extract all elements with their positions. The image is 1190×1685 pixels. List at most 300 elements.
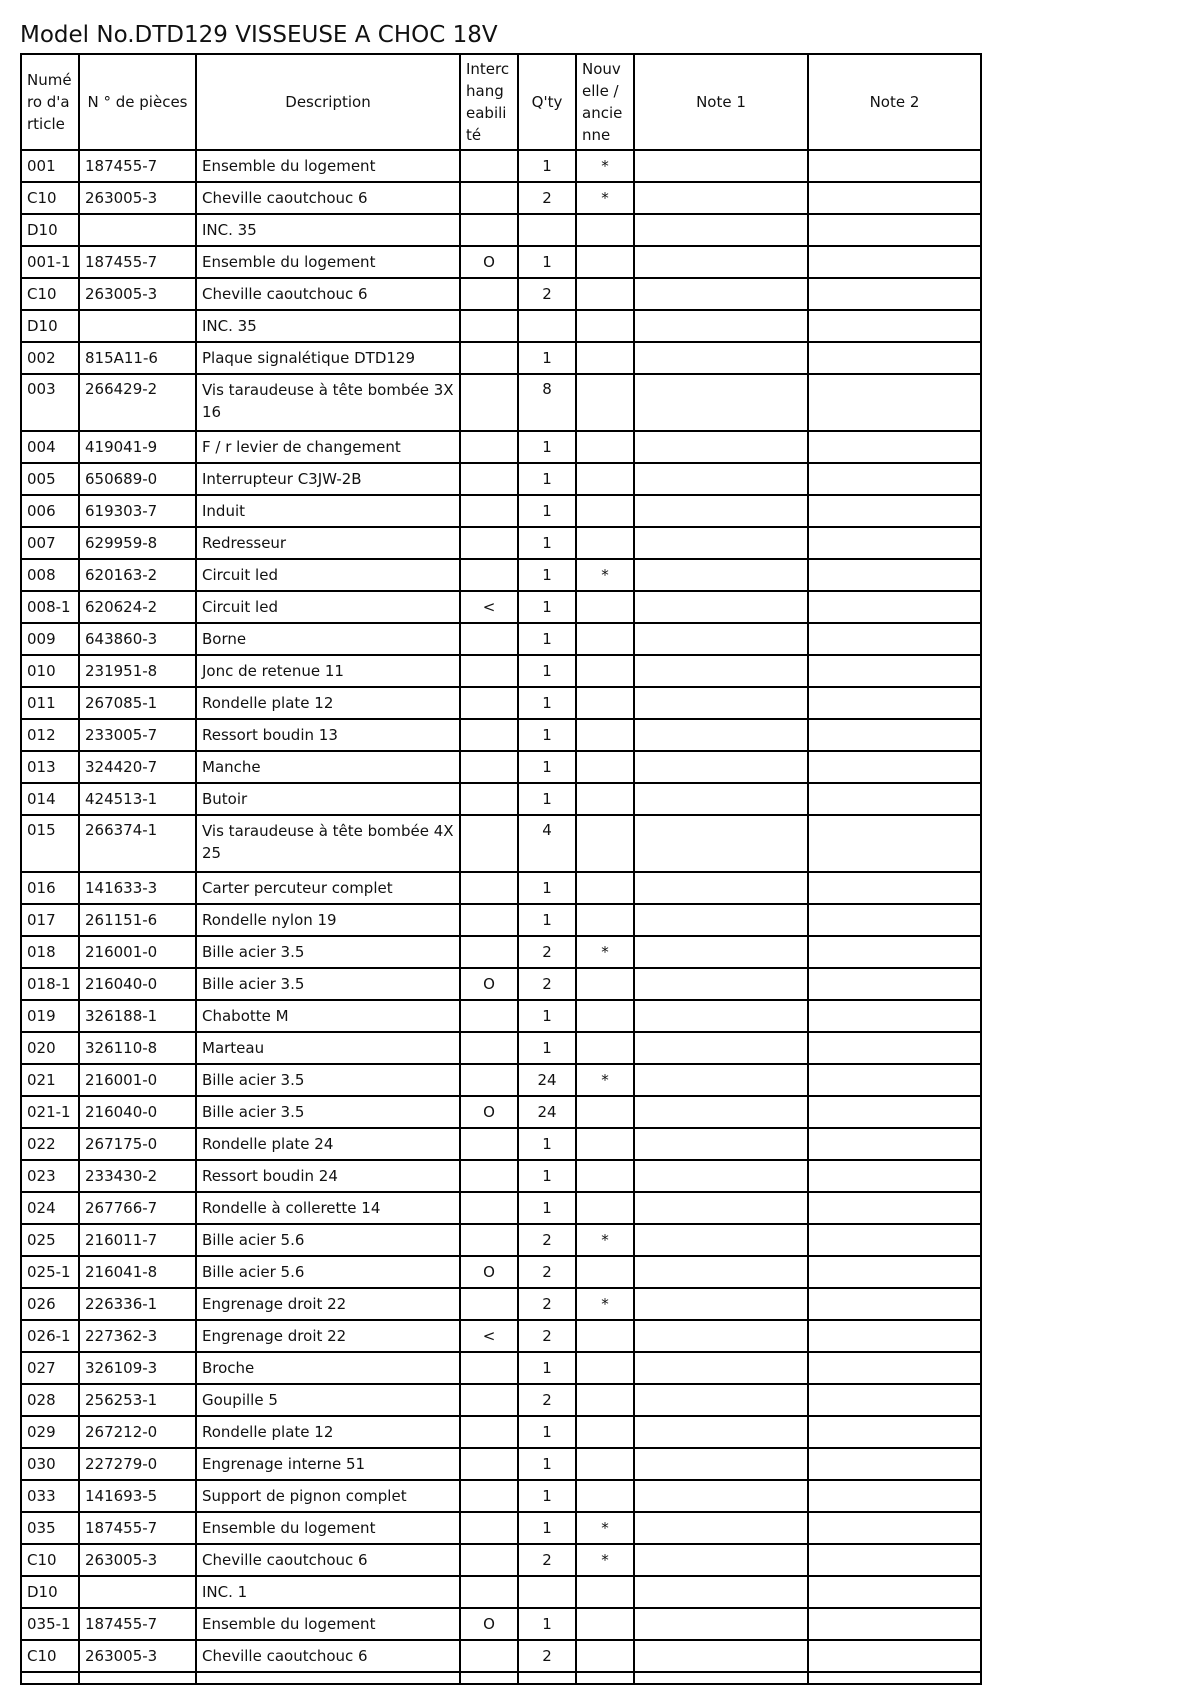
cell-interchangeability: [460, 872, 518, 904]
table-row: [21, 1512, 981, 1544]
cell-empty: [196, 1672, 460, 1684]
cell-description: Goupille 5: [196, 1384, 460, 1416]
cell-description: Bille acier 3.5: [196, 1096, 460, 1128]
cell-item-no: 001: [21, 150, 79, 182]
cell-qty: 1: [518, 872, 576, 904]
cell-qty: 1: [518, 1128, 576, 1160]
table-row: [21, 1256, 981, 1288]
cell-empty: [808, 1672, 981, 1684]
cell-note2: [808, 1640, 981, 1672]
cell-note1: [634, 1480, 808, 1512]
cell-item-no: 002: [21, 342, 79, 374]
cell-description: Cheville caoutchouc 6: [196, 182, 460, 214]
cell-item-no: 024: [21, 1192, 79, 1224]
cell-interchangeability: [460, 527, 518, 559]
table-row: [21, 1576, 981, 1608]
table-row: [21, 1096, 981, 1128]
cell-qty: 1: [518, 1512, 576, 1544]
cell-note1: [634, 968, 808, 1000]
cell-item-no: 001-1: [21, 246, 79, 278]
cell-interchangeability: [460, 1480, 518, 1512]
cell-note2: [808, 783, 981, 815]
cell-part-no: 326188-1: [79, 1000, 196, 1032]
cell-item-no: 006: [21, 495, 79, 527]
cell-part-no: 326110-8: [79, 1032, 196, 1064]
cell-description: Marteau: [196, 1032, 460, 1064]
cell-new-old: *: [576, 1224, 634, 1256]
cell-note1: [634, 591, 808, 623]
cell-description: INC. 1: [196, 1576, 460, 1608]
cell-interchangeability: [460, 1416, 518, 1448]
cell-new-old: [576, 591, 634, 623]
cell-new-old: [576, 623, 634, 655]
cell-item-no: 013: [21, 751, 79, 783]
cell-new-old: [576, 214, 634, 246]
cell-part-no: 227279-0: [79, 1448, 196, 1480]
cell-note2: [808, 872, 981, 904]
cell-note2: [808, 1224, 981, 1256]
cell-note2: [808, 1320, 981, 1352]
cell-part-no: 267766-7: [79, 1192, 196, 1224]
cell-part-no: 424513-1: [79, 783, 196, 815]
cell-item-no: 018: [21, 936, 79, 968]
cell-item-no: C10: [21, 278, 79, 310]
cell-part-no: 650689-0: [79, 463, 196, 495]
cell-description: Vis taraudeuse à tête bombée 4X 25: [196, 815, 460, 872]
cell-qty: [518, 310, 576, 342]
cell-note1: [634, 1128, 808, 1160]
cell-note1: [634, 815, 808, 872]
cell-new-old: [576, 1032, 634, 1064]
cell-note2: [808, 1416, 981, 1448]
cell-part-no: 263005-3: [79, 1544, 196, 1576]
cell-new-old: [576, 527, 634, 559]
cell-description: Rondelle plate 12: [196, 1416, 460, 1448]
header-note1: Note 1: [634, 54, 808, 150]
table-row: [21, 182, 981, 214]
cell-note1: [634, 623, 808, 655]
cell-qty: 1: [518, 342, 576, 374]
cell-interchangeability: O: [460, 968, 518, 1000]
cell-interchangeability: <: [460, 1320, 518, 1352]
table-row: [21, 1416, 981, 1448]
cell-note2: [808, 1256, 981, 1288]
table-row: [21, 246, 981, 278]
cell-qty: 2: [518, 1544, 576, 1576]
cell-description: Bille acier 3.5: [196, 936, 460, 968]
cell-part-no: 266429-2: [79, 374, 196, 431]
header-qty: Q'ty: [518, 54, 576, 150]
cell-item-no: 007: [21, 527, 79, 559]
cell-qty: 1: [518, 751, 576, 783]
cell-note1: [634, 310, 808, 342]
cell-new-old: *: [576, 1288, 634, 1320]
cell-note2: [808, 463, 981, 495]
cell-note1: [634, 783, 808, 815]
cell-item-no: D10: [21, 214, 79, 246]
cell-description: Induit: [196, 495, 460, 527]
cell-description: Circuit led: [196, 559, 460, 591]
table-row: [21, 872, 981, 904]
cell-new-old: [576, 751, 634, 783]
cell-empty: [460, 1672, 518, 1684]
cell-description: Ressort boudin 24: [196, 1160, 460, 1192]
cell-new-old: [576, 783, 634, 815]
cell-note1: [634, 374, 808, 431]
cell-note1: [634, 1352, 808, 1384]
cell-qty: 2: [518, 1288, 576, 1320]
cell-description: INC. 35: [196, 310, 460, 342]
table-row: [21, 1384, 981, 1416]
table-row: [21, 1064, 981, 1096]
cell-qty: 1: [518, 1448, 576, 1480]
cell-note2: [808, 968, 981, 1000]
cell-new-old: [576, 815, 634, 872]
cell-item-no: 025-1: [21, 1256, 79, 1288]
cell-qty: 1: [518, 1608, 576, 1640]
header-note2: Note 2: [808, 54, 981, 150]
cell-new-old: [576, 1416, 634, 1448]
cell-note2: [808, 1288, 981, 1320]
cell-new-old: [576, 1096, 634, 1128]
cell-new-old: *: [576, 150, 634, 182]
cell-part-no: 231951-8: [79, 655, 196, 687]
cell-part-no: 263005-3: [79, 278, 196, 310]
cell-interchangeability: [460, 904, 518, 936]
table-row: [21, 150, 981, 182]
cell-note1: [634, 1576, 808, 1608]
cell-new-old: *: [576, 1064, 634, 1096]
cell-note2: [808, 936, 981, 968]
cell-part-no: 216040-0: [79, 968, 196, 1000]
cell-new-old: [576, 246, 634, 278]
cell-note2: [808, 431, 981, 463]
cell-description: Plaque signalétique DTD129: [196, 342, 460, 374]
cell-interchangeability: [460, 278, 518, 310]
cell-new-old: [576, 342, 634, 374]
table-row: [21, 431, 981, 463]
cell-new-old: [576, 1160, 634, 1192]
cell-description: Rondelle nylon 19: [196, 904, 460, 936]
cell-empty: [634, 1672, 808, 1684]
cell-qty: 2: [518, 968, 576, 1000]
cell-new-old: [576, 278, 634, 310]
table-row: [21, 591, 981, 623]
cell-qty: 1: [518, 1032, 576, 1064]
header-description: Description: [196, 54, 460, 150]
cell-note1: [634, 342, 808, 374]
cell-new-old: *: [576, 1512, 634, 1544]
cell-note2: [808, 246, 981, 278]
cell-qty: 1: [518, 1416, 576, 1448]
cell-interchangeability: [460, 1128, 518, 1160]
cell-qty: 2: [518, 1224, 576, 1256]
cell-qty: [518, 1576, 576, 1608]
table-row: [21, 278, 981, 310]
cell-note2: [808, 1608, 981, 1640]
cell-new-old: [576, 687, 634, 719]
cell-new-old: [576, 495, 634, 527]
cell-item-no: 011: [21, 687, 79, 719]
cell-note1: [634, 1288, 808, 1320]
cell-empty: [518, 1672, 576, 1684]
cell-item-no: 022: [21, 1128, 79, 1160]
cell-item-no: 004: [21, 431, 79, 463]
cell-description: Rondelle plate 12: [196, 687, 460, 719]
cell-note2: [808, 495, 981, 527]
cell-interchangeability: [460, 431, 518, 463]
cell-part-no: 324420-7: [79, 751, 196, 783]
cell-empty: [79, 1672, 196, 1684]
cell-part-no: 267212-0: [79, 1416, 196, 1448]
cell-note2: [808, 1160, 981, 1192]
cell-interchangeability: [460, 342, 518, 374]
cell-new-old: [576, 310, 634, 342]
cell-description: Borne: [196, 623, 460, 655]
cell-part-no: 216011-7: [79, 1224, 196, 1256]
cell-new-old: [576, 1448, 634, 1480]
table-row: [21, 495, 981, 527]
cell-note2: [808, 182, 981, 214]
cell-interchangeability: [460, 495, 518, 527]
cell-note2: [808, 374, 981, 431]
header-item-no: Numéro d'article: [21, 54, 79, 150]
cell-interchangeability: [460, 150, 518, 182]
cell-new-old: [576, 1320, 634, 1352]
cell-item-no: D10: [21, 1576, 79, 1608]
cell-note1: [634, 687, 808, 719]
cell-note1: [634, 1416, 808, 1448]
table-row: [21, 1128, 981, 1160]
table-row: [21, 719, 981, 751]
cell-part-no: 267085-1: [79, 687, 196, 719]
cell-part-no: 326109-3: [79, 1352, 196, 1384]
cell-qty: [518, 214, 576, 246]
cell-note2: [808, 1576, 981, 1608]
cell-item-no: D10: [21, 310, 79, 342]
table-row-partial: [21, 1672, 981, 1684]
cell-qty: 1: [518, 246, 576, 278]
cell-item-no: 008: [21, 559, 79, 591]
cell-note2: [808, 559, 981, 591]
cell-description: Engrenage interne 51: [196, 1448, 460, 1480]
cell-note2: [808, 591, 981, 623]
cell-interchangeability: [460, 1224, 518, 1256]
cell-part-no: 256253-1: [79, 1384, 196, 1416]
cell-note2: [808, 310, 981, 342]
cell-new-old: [576, 431, 634, 463]
cell-interchangeability: [460, 1032, 518, 1064]
cell-note2: [808, 1064, 981, 1096]
cell-new-old: [576, 1576, 634, 1608]
cell-interchangeability: [460, 751, 518, 783]
cell-new-old: [576, 1256, 634, 1288]
table-row: [21, 1544, 981, 1576]
cell-item-no: 012: [21, 719, 79, 751]
table-row: [21, 342, 981, 374]
cell-qty: 1: [518, 623, 576, 655]
cell-new-old: [576, 655, 634, 687]
table-row: [21, 1160, 981, 1192]
cell-qty: 1: [518, 655, 576, 687]
cell-note1: [634, 495, 808, 527]
cell-qty: 1: [518, 719, 576, 751]
cell-note1: [634, 904, 808, 936]
cell-part-no: 187455-7: [79, 1512, 196, 1544]
cell-item-no: 021: [21, 1064, 79, 1096]
cell-part-no: 233005-7: [79, 719, 196, 751]
cell-interchangeability: [460, 1512, 518, 1544]
cell-note2: [808, 150, 981, 182]
cell-interchangeability: [460, 719, 518, 751]
cell-item-no: C10: [21, 1640, 79, 1672]
cell-note1: [634, 1064, 808, 1096]
cell-note2: [808, 1000, 981, 1032]
cell-note1: [634, 1512, 808, 1544]
cell-description: Engrenage droit 22: [196, 1288, 460, 1320]
cell-description: Carter percuteur complet: [196, 872, 460, 904]
cell-qty: 2: [518, 936, 576, 968]
cell-new-old: [576, 1608, 634, 1640]
cell-note2: [808, 623, 981, 655]
cell-note1: [634, 1224, 808, 1256]
cell-item-no: 023: [21, 1160, 79, 1192]
cell-note1: [634, 655, 808, 687]
cell-item-no: 020: [21, 1032, 79, 1064]
table-row: [21, 374, 981, 431]
table-header-row: [21, 54, 981, 150]
cell-note1: [634, 1320, 808, 1352]
cell-new-old: *: [576, 182, 634, 214]
cell-interchangeability: [460, 1640, 518, 1672]
table-row: [21, 1032, 981, 1064]
cell-note2: [808, 815, 981, 872]
cell-note1: [634, 1608, 808, 1640]
table-row: [21, 1480, 981, 1512]
cell-part-no: 187455-7: [79, 150, 196, 182]
cell-part-no: [79, 214, 196, 246]
cell-description: Vis taraudeuse à tête bombée 3X 16: [196, 374, 460, 431]
cell-new-old: [576, 968, 634, 1000]
cell-part-no: 263005-3: [79, 1640, 196, 1672]
cell-note1: [634, 1160, 808, 1192]
cell-part-no: 216041-8: [79, 1256, 196, 1288]
cell-qty: 1: [518, 687, 576, 719]
cell-note1: [634, 719, 808, 751]
cell-part-no: 261151-6: [79, 904, 196, 936]
table-row: [21, 463, 981, 495]
cell-note1: [634, 278, 808, 310]
cell-new-old: *: [576, 1544, 634, 1576]
cell-part-no: 187455-7: [79, 246, 196, 278]
cell-note2: [808, 1352, 981, 1384]
cell-part-no: 419041-9: [79, 431, 196, 463]
cell-description: Bille acier 5.6: [196, 1256, 460, 1288]
table-row: [21, 687, 981, 719]
cell-interchangeability: [460, 783, 518, 815]
cell-qty: 1: [518, 1480, 576, 1512]
cell-description: Broche: [196, 1352, 460, 1384]
cell-qty: 2: [518, 1256, 576, 1288]
table-row: [21, 1192, 981, 1224]
cell-qty: 1: [518, 527, 576, 559]
table-row: [21, 1288, 981, 1320]
cell-part-no: [79, 310, 196, 342]
cell-note1: [634, 150, 808, 182]
cell-description: Chabotte M: [196, 1000, 460, 1032]
cell-note2: [808, 719, 981, 751]
cell-new-old: [576, 1192, 634, 1224]
cell-part-no: [79, 1576, 196, 1608]
table-row: [21, 1224, 981, 1256]
cell-item-no: 035: [21, 1512, 79, 1544]
table-row: [21, 1448, 981, 1480]
cell-new-old: [576, 1000, 634, 1032]
cell-part-no: 263005-3: [79, 182, 196, 214]
cell-description: Bille acier 3.5: [196, 1064, 460, 1096]
cell-interchangeability: [460, 1000, 518, 1032]
cell-part-no: 226336-1: [79, 1288, 196, 1320]
cell-description: Ensemble du logement: [196, 1608, 460, 1640]
cell-qty: 8: [518, 374, 576, 431]
cell-note1: [634, 1256, 808, 1288]
cell-qty: 24: [518, 1096, 576, 1128]
cell-new-old: [576, 463, 634, 495]
cell-description: Jonc de retenue 11: [196, 655, 460, 687]
cell-note1: [634, 1096, 808, 1128]
cell-interchangeability: [460, 936, 518, 968]
cell-interchangeability: [460, 815, 518, 872]
cell-part-no: 266374-1: [79, 815, 196, 872]
cell-new-old: [576, 1352, 634, 1384]
cell-interchangeability: [460, 623, 518, 655]
cell-note1: [634, 1000, 808, 1032]
cell-note2: [808, 904, 981, 936]
cell-qty: 1: [518, 559, 576, 591]
cell-note1: [634, 1032, 808, 1064]
cell-qty: 2: [518, 1320, 576, 1352]
cell-item-no: 035-1: [21, 1608, 79, 1640]
cell-interchangeability: O: [460, 1256, 518, 1288]
header-interchangeability: Interchangeabilité: [460, 54, 518, 150]
cell-item-no: 025: [21, 1224, 79, 1256]
cell-note2: [808, 527, 981, 559]
cell-interchangeability: [460, 310, 518, 342]
cell-new-old: [576, 719, 634, 751]
cell-note1: [634, 751, 808, 783]
cell-interchangeability: [460, 214, 518, 246]
cell-item-no: 017: [21, 904, 79, 936]
cell-note2: [808, 1512, 981, 1544]
cell-description: Bille acier 5.6: [196, 1224, 460, 1256]
cell-note1: [634, 1384, 808, 1416]
cell-part-no: 815A11-6: [79, 342, 196, 374]
cell-note2: [808, 1544, 981, 1576]
cell-description: Ensemble du logement: [196, 150, 460, 182]
cell-note2: [808, 342, 981, 374]
cell-interchangeability: [460, 1576, 518, 1608]
table-row: [21, 815, 981, 872]
cell-note2: [808, 751, 981, 783]
cell-item-no: 019: [21, 1000, 79, 1032]
table-row: [21, 310, 981, 342]
cell-new-old: [576, 1480, 634, 1512]
cell-description: Rondelle plate 24: [196, 1128, 460, 1160]
cell-item-no: 003: [21, 374, 79, 431]
document-title: Model No.DTD129 VISSEUSE A CHOC 18V: [20, 22, 498, 48]
cell-new-old: [576, 1128, 634, 1160]
cell-interchangeability: O: [460, 246, 518, 278]
